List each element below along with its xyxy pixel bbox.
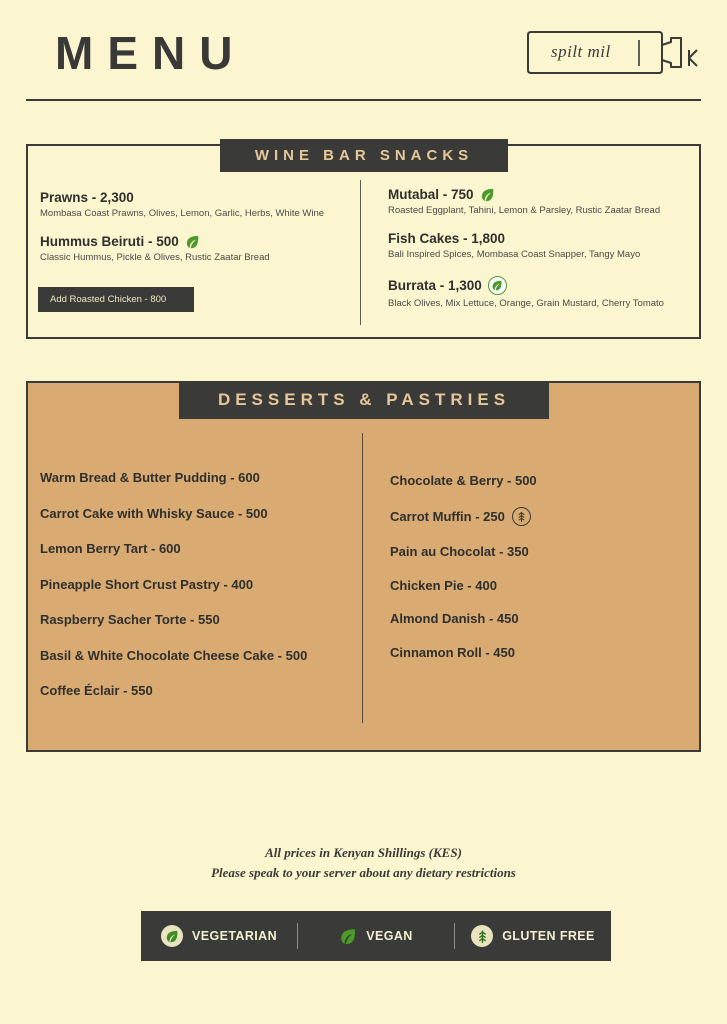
menu-item — [40, 234, 350, 264]
menu-item-name-row — [388, 187, 688, 202]
menu-item — [388, 187, 688, 217]
dessert-name: Pain au Chocolat - 350 — [390, 544, 529, 559]
list-item — [390, 578, 680, 593]
list-item — [390, 611, 680, 626]
list-item — [40, 470, 350, 485]
list-item — [40, 683, 350, 698]
legend-item-vegetarian — [141, 911, 297, 961]
dessert-name: Almond Danish - 450 — [390, 611, 519, 626]
dessert-name: Carrot Muffin - 250 — [390, 508, 505, 524]
vegetarian-badge-icon — [161, 925, 183, 947]
brand-logo — [519, 20, 709, 82]
vegetarian-badge-icon — [488, 276, 507, 295]
dessert-name: Chocolate & Berry - 500 — [390, 473, 537, 488]
menu-item-name: Prawns - 2,300 — [40, 190, 134, 205]
menu-item-name: Burrata - 1,300 — [388, 277, 482, 293]
menu-item-name: Mutabal - 750 — [388, 187, 474, 202]
menu-item — [388, 276, 688, 310]
dessert-name: Coffee Éclair - 550 — [40, 683, 153, 698]
menu-item-description: Bali Inspired Spices, Mombasa Coast Snapper, Tangy Mayo — [388, 249, 641, 261]
page-header — [0, 0, 727, 100]
add-on-roasted-chicken[interactable]: Add Roasted Chicken - 800 — [38, 287, 194, 312]
footer-note-line2: Please speak to your server about any dietary restrictions — [211, 865, 516, 881]
list-item — [40, 506, 350, 521]
menu-item-description: Roasted Eggplant, Tahini, Lemon & Parsley, Rustic Zaatar Bread — [388, 205, 661, 216]
menu-item-name: Hummus Beiruti - 500 — [40, 234, 179, 250]
menu-item-description: Black Olives, Mix Lettuce, Orange, Grain Mustard, Cherry Tomato — [388, 297, 664, 309]
list-item — [40, 577, 350, 592]
dietary-legend — [141, 911, 611, 961]
gluten-free-icon — [512, 507, 531, 526]
gluten-free-icon — [471, 925, 493, 947]
menu-item — [388, 231, 688, 261]
wine-left-column — [40, 190, 350, 312]
menu-item-name-row — [388, 276, 688, 295]
dessert-name: Carrot Cake with Whisky Sauce - 500 — [40, 505, 268, 521]
dessert-name: Pineapple Short Crust Pastry - 400 — [40, 576, 254, 592]
dessert-name: Warm Bread & Butter Pudding - 600 — [40, 470, 260, 485]
desserts-pastries-banner: DESSERTS & PASTRIES — [179, 381, 549, 419]
footer-note — [0, 843, 727, 883]
desserts-left-column — [40, 470, 350, 719]
list-item — [390, 473, 680, 488]
list-item — [390, 544, 680, 559]
list-item — [40, 612, 350, 627]
dessert-name: Chicken Pie - 400 — [390, 577, 497, 593]
menu-item-name-row — [388, 231, 688, 246]
list-item — [40, 541, 350, 556]
menu-item-name-row — [40, 234, 350, 249]
list-item — [390, 507, 680, 526]
header-divider — [26, 99, 701, 101]
wine-bar-snacks-banner: WINE BAR SNACKS — [220, 139, 508, 172]
legend-label: GLUTEN FREE — [502, 929, 595, 943]
dessert-name: Lemon Berry Tart - 600 — [40, 541, 181, 556]
vegan-leaf-icon — [480, 188, 495, 202]
wine-column-divider — [360, 180, 361, 325]
menu-item — [40, 190, 350, 220]
list-item — [390, 645, 680, 660]
wine-right-column — [388, 187, 688, 324]
dessert-name: Basil & White Chocolate Cheese Cake - 500 — [40, 647, 308, 663]
brand-name: spilt mil — [551, 42, 611, 61]
list-item — [40, 648, 350, 663]
footer-note-line1: All prices in Kenyan Shillings (KES) — [265, 845, 462, 860]
desserts-column-divider — [362, 433, 363, 723]
dessert-name: Cinnamon Roll - 450 — [390, 644, 515, 660]
legend-label: VEGETARIAN — [191, 929, 278, 943]
vegan-leaf-icon — [185, 235, 200, 249]
menu-item-name: Fish Cakes - 1,800 — [388, 231, 506, 247]
menu-item-description: Mombasa Coast Prawns, Olives, Lemon, Garlic, Herbs, White Wine — [40, 208, 325, 219]
desserts-right-column — [390, 473, 680, 678]
legend-item-gluten-free — [455, 911, 611, 961]
page-title: MENU — [55, 27, 247, 79]
legend-label: VEGAN — [366, 929, 413, 943]
vegan-leaf-icon — [339, 928, 357, 945]
dessert-name: Raspberry Sacher Torte - 550 — [40, 612, 220, 627]
legend-item-vegan — [298, 911, 454, 961]
menu-item-name-row — [40, 190, 350, 205]
milk-bottle-icon — [519, 20, 709, 82]
menu-item-description: Classic Hummus, Pickle & Olives, Rustic Zaatar Bread — [40, 252, 270, 264]
